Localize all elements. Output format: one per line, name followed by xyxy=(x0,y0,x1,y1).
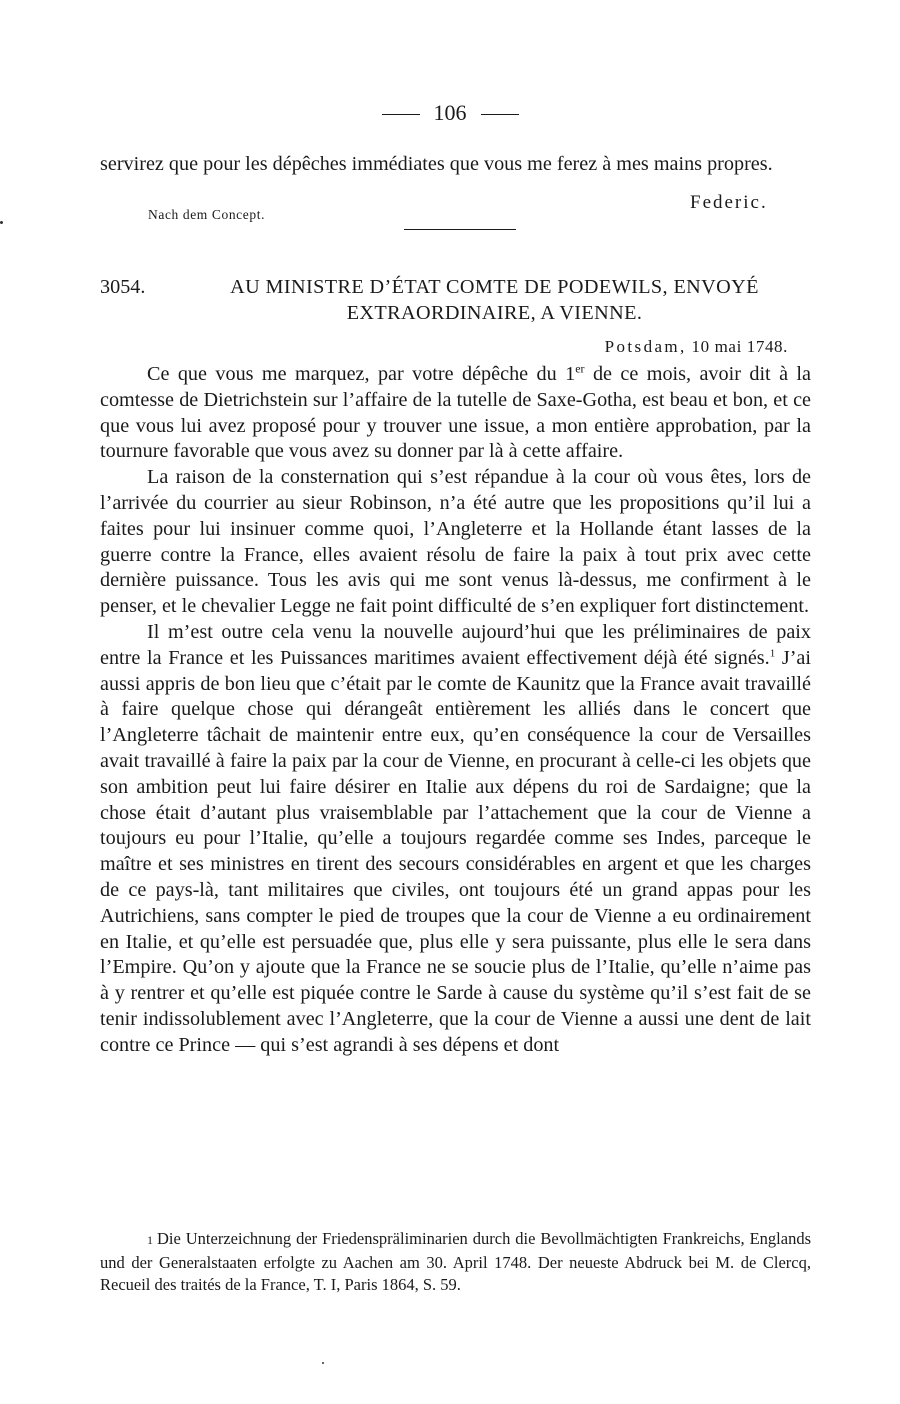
closing-text: servirez que pour les dépêches immédiates que vous me ferez à mes mains propres. xyxy=(100,153,773,175)
footnote-number: 1 xyxy=(147,1233,153,1247)
footnote-marker: 1 xyxy=(769,647,776,660)
separator-rule xyxy=(404,229,516,230)
footnote xyxy=(100,1228,811,1297)
page-number-left-dash xyxy=(382,114,420,115)
paragraph-1 xyxy=(100,362,811,465)
page-number-right-dash xyxy=(481,114,519,115)
source-note: Nach dem Concept. xyxy=(148,207,266,222)
paragraph-3-text-a: Il m’est outre cela venu la nouvelle aujourd’hui que les préliminaires de paix entre la France et les Puissances maritimes avaient effectivement déjà été signés. xyxy=(100,620,811,669)
paragraph-1-text-b: de ce mois, avoir dit à la comtesse de Dietrichstein sur l’affaire de la tutelle de Saxe-Gotha, est beau et bon, et ce que vous lui avez proposé pour y trouver une issue, a mon entière approbation, par la tournure favorable que vous avez su donner par là à cette affaire. xyxy=(100,363,812,463)
dateline-place: Potsdam, xyxy=(604,337,687,356)
document-heading: AU MINISTRE D’ÉTAT COMTE DE PODEWILS, ENVOYÉ EXTRAORDINAIRE, A VIENNE. xyxy=(230,276,759,324)
document-number: 3054. xyxy=(100,276,146,298)
footnote-text: Die Unterzeichnung der Friedenspräliminarien durch die Bevollmächtigten Frankreichs, Englands und der Generalstaaten erfolgte zu Aachen am 30. April 1748. Der neueste Abdruck bei M. de Clercq, Recueil des traités de la France, T. I, Paris 1864, S. 59. xyxy=(100,1229,811,1294)
ordinal-superscript: er xyxy=(575,361,585,376)
margin-speck xyxy=(322,1362,324,1364)
letter-body xyxy=(100,362,811,1059)
margin-speck xyxy=(0,221,3,224)
dateline xyxy=(605,337,788,357)
paragraph-1-text-a: Ce que vous me marquez, par votre dépêche du 1 xyxy=(147,363,576,385)
page-number xyxy=(0,100,900,126)
paragraph-3 xyxy=(100,620,811,1059)
signature: Federic. xyxy=(690,192,768,213)
paragraph-3-text-b: J’ai aussi appris de bon lieu que c’était par le comte de Kaunitz que la France avait travaillé à faire quelque chose qui dérangeât entièrement les alliés dans le concert que l’Angleterre tâchait de maintenir entre eux, qu’en conséquence la cour de Versailles avait travaillé à faire la paix par la cour de Vienne, en procurant à celle-ci les objets que son ambition peut lui faire désirer en Italie aux dépens du roi de Sardaigne; que la chose était d’autant plus vraisemblable par l’attachement que la cour de Vienne a toujours eu pour l’Italie, qu’elle a toujours regardée comme ses Indes, parceque le maître et ses ministres en tirent des secours considérables en argent et que les charges de ce pays-là, tant militaires que civiles, ont toujours été un grand appas pour les Autrichiens, sans compter le pied de troupes que la cour de Vienne a eu ordinairement en Italie, et qu’elle est persuadée que, plus elle y sera puissante, plus elle le sera dans l’Empire. Qu’on y ajoute que la France ne se soucie plus de l’Italie, qu’elle n’aime pas à y rentrer et qu’elle est piquée contre le Sarde à cause du système qu’il s’est fait de se tenir indissolublement avec l’Angleterre, que la cour de Vienne a aussi une dent de lait contre ce Prince — qui s’est agrandi à ses dépens et dont xyxy=(100,646,811,1056)
paragraph-2: La raison de la consternation qui s’est répandue à la cour où vous êtes, lors de l’arrivée du courrier au sieur Robinson, n’a été autre que les propositions qu’il lui a faites pour lui insinuer comme quoi, l’Angleterre et la Hollande étant lasses de la guerre contre la France, elles avaient résolu de faire la paix à tout prix avec cette dernière puissance. Tous les avis qui me sont venus là-dessus, me confirment à le penser, et le chevalier Legge ne fait point difficulté de s’en expliquer fort distinctement. xyxy=(100,466,811,618)
dateline-date: 10 mai 1748. xyxy=(691,337,788,356)
page-number-value: 106 xyxy=(433,100,467,125)
